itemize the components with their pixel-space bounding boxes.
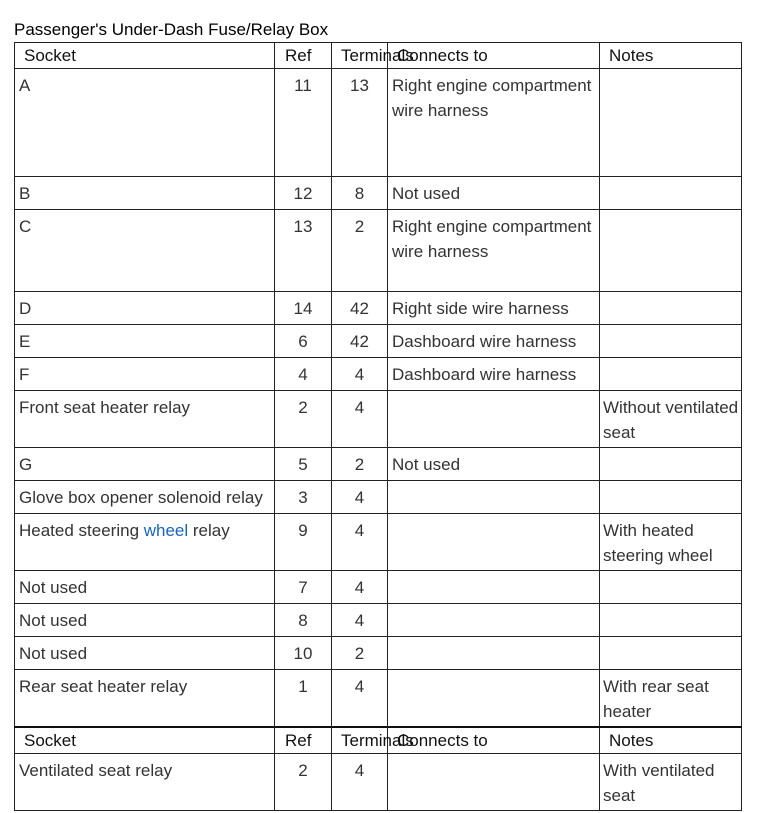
cell-ref: 7 [275,571,332,604]
table-row [15,571,742,604]
cell-notes [600,571,742,604]
column-header-socket: Socket [15,43,275,69]
cell-notes [600,604,742,637]
column-header-ref: Ref [275,727,332,754]
cell-terminals: 2 [332,210,388,292]
cell-socket: G [15,448,275,481]
cell-notes [600,448,742,481]
cell-ref: 9 [275,514,332,571]
cell-socket: Ventilated seat relay [15,753,275,810]
socket-text-after: relay [188,521,230,540]
cell-socket: A [15,69,275,177]
cell-ref: 12 [275,177,332,210]
cell-terminals: 4 [332,571,388,604]
page-title: Passenger's Under-Dash Fuse/Relay Box [14,20,329,39]
cell-notes: With heated steering wheel [600,514,742,571]
cell-ref: 10 [275,637,332,670]
cell-connects-to: Right side wire harness [388,292,600,325]
table-row [15,210,742,292]
cell-terminals: 2 [332,637,388,670]
cell-socket: D [15,292,275,325]
cell-ref: 2 [275,753,332,810]
cell-ref: 2 [275,391,332,448]
cell-terminals: 4 [332,481,388,514]
cell-notes: With ventilated seat [600,753,742,810]
cell-ref: 5 [275,448,332,481]
cell-connects-to: Right engine compartment wire harness [388,69,600,177]
cell-connects-to [388,514,600,571]
cell-ref: 6 [275,325,332,358]
cell-connects-to [388,753,600,810]
cell-socket: C [15,210,275,292]
column-header-notes: Notes [600,727,742,754]
cell-socket: E [15,325,275,358]
cell-terminals: 8 [332,177,388,210]
cell-terminals: 4 [332,670,388,727]
cell-terminals: 2 [332,448,388,481]
cell-socket: Front seat heater relay [15,391,275,448]
cell-ref: 11 [275,69,332,177]
table-row [15,670,742,727]
wheel-link[interactable]: wheel [143,521,189,540]
column-header-connects-to: Connects to [388,727,600,754]
column-header-ref: Ref [275,43,332,69]
cell-ref: 14 [275,292,332,325]
cell-terminals: 13 [332,69,388,177]
table-header-row-repeat [15,727,742,754]
table-row [15,753,742,810]
cell-connects-to: Not used [388,448,600,481]
table-row [15,448,742,481]
column-header-terminals: Terminals [332,727,388,754]
cell-socket [15,514,275,571]
cell-ref: 13 [275,210,332,292]
table-row [15,481,742,514]
table-row [15,514,742,571]
column-header-connects-to: Connects to [388,43,600,69]
cell-connects-to [388,391,600,448]
cell-notes: Without ventilated seat [600,391,742,448]
cell-notes [600,177,742,210]
cell-notes [600,69,742,177]
column-header-notes: Notes [600,43,742,69]
cell-terminals: 4 [332,391,388,448]
table-row [15,292,742,325]
cell-connects-to: Dashboard wire harness [388,325,600,358]
cell-connects-to [388,604,600,637]
table-row [15,69,742,177]
fuse-relay-table [14,42,742,811]
cell-socket: Not used [15,571,275,604]
cell-connects-to [388,571,600,604]
cell-notes: With rear seat heater [600,670,742,727]
cell-ref: 8 [275,604,332,637]
cell-terminals: 4 [332,514,388,571]
cell-connects-to [388,637,600,670]
cell-connects-to [388,670,600,727]
cell-socket: Rear seat heater relay [15,670,275,727]
cell-terminals: 42 [332,292,388,325]
table-row [15,637,742,670]
cell-connects-to: Not used [388,177,600,210]
cell-notes [600,210,742,292]
table-row [15,391,742,448]
cell-socket: Not used [15,637,275,670]
cell-ref: 4 [275,358,332,391]
socket-text-before: Heated steering [19,521,144,540]
column-header-socket: Socket [15,727,275,754]
cell-notes [600,325,742,358]
cell-terminals: 4 [332,604,388,637]
table-row [15,358,742,391]
cell-notes [600,292,742,325]
table-row [15,177,742,210]
cell-connects-to [388,481,600,514]
cell-terminals: 42 [332,325,388,358]
cell-socket: F [15,358,275,391]
cell-notes [600,481,742,514]
cell-connects-to: Dashboard wire harness [388,358,600,391]
cell-ref: 1 [275,670,332,727]
cell-socket: Not used [15,604,275,637]
cell-socket: Glove box opener solenoid relay [15,481,275,514]
table-row [15,604,742,637]
cell-notes [600,358,742,391]
cell-connects-to: Right engine compartment wire harness [388,210,600,292]
column-header-terminals: Terminals [332,43,388,69]
cell-notes [600,637,742,670]
cell-ref: 3 [275,481,332,514]
cell-socket: B [15,177,275,210]
cell-terminals: 4 [332,358,388,391]
cell-terminals: 4 [332,753,388,810]
table-header-row [15,43,742,69]
table-row [15,325,742,358]
